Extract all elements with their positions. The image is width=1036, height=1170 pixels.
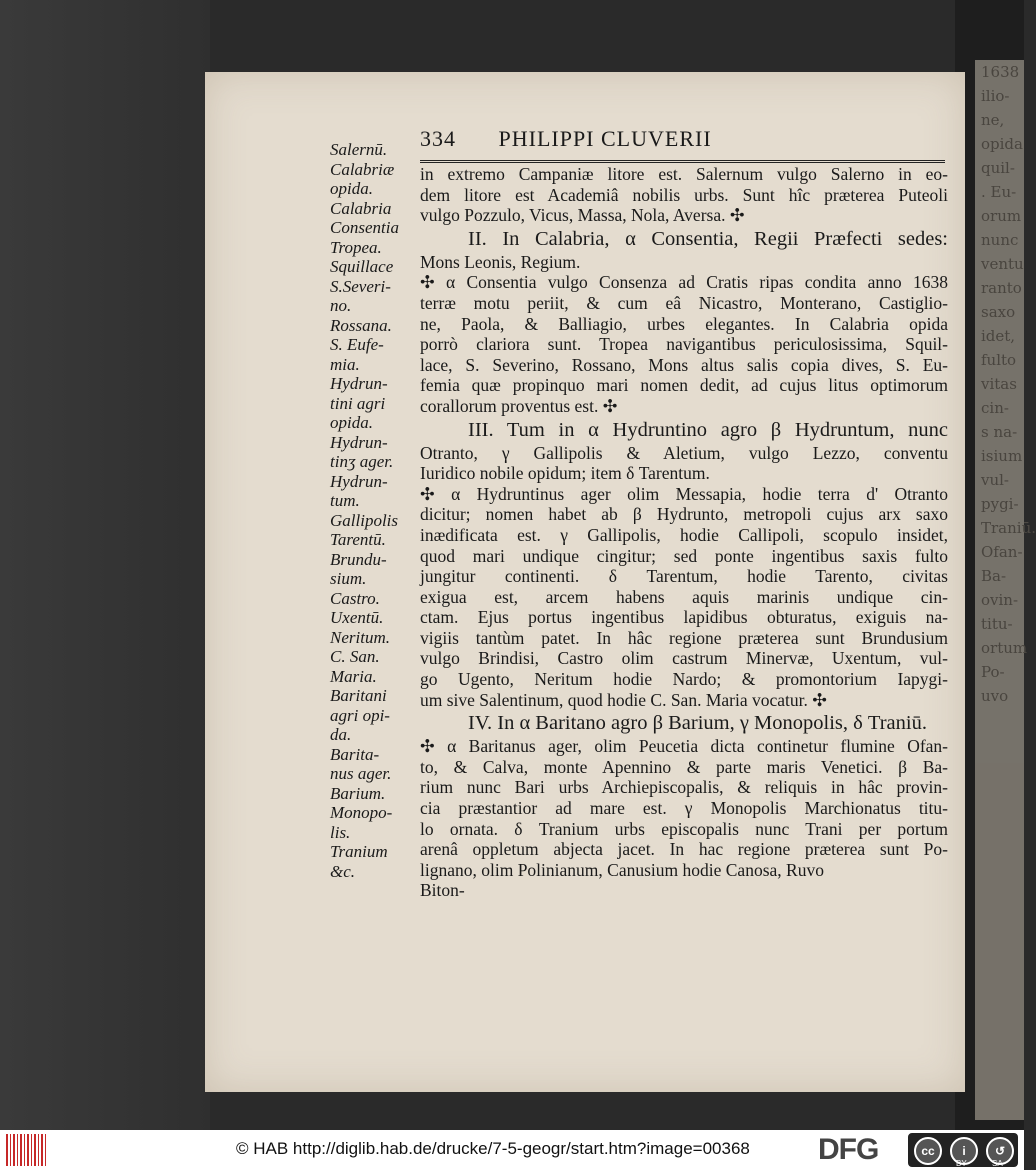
adjacent-page-fragment: pygi- bbox=[981, 495, 1019, 513]
text-line: ne, Paola, & Balliagio, urbes elegantes. In Calabria opida bbox=[420, 313, 948, 334]
margin-note: Gallipolis bbox=[330, 510, 399, 530]
margin-note: da. bbox=[330, 725, 352, 744]
text-line: ✣ α Consentia vulgo Consenza ad Cratis ripas condita anno 1638 bbox=[420, 272, 948, 293]
adjacent-page-fragment: opida bbox=[981, 135, 1023, 153]
page-number: 334 bbox=[420, 126, 456, 151]
credit-line[interactable]: © HAB http://diglib.hab.de/drucke/7-5-geogr/start.htm?image=00368 bbox=[236, 1139, 750, 1158]
margin-note: Hydrun- bbox=[330, 471, 388, 491]
text-line: um sive Salentinum, quod hodie C. San. Maria vocatur. ✣ bbox=[420, 689, 827, 710]
running-header bbox=[420, 126, 712, 152]
margin-note: tinʒ ager. bbox=[330, 452, 394, 471]
margin-note: Baritani bbox=[330, 686, 387, 705]
margin-note: Tranium bbox=[330, 842, 388, 861]
text-line: ctam. Ejus portus ingentibus lapidibus obturatus, exiguis na- bbox=[420, 607, 948, 628]
margin-note: Castro. bbox=[330, 588, 380, 608]
text-line: Otranto, γ Gallipolis & Aletium, vulgo Lezzo, conventu bbox=[420, 442, 948, 463]
text-line: dem litore est Academiâ nobilis urbs. Sunt hîc præterea Puteoli bbox=[420, 184, 948, 205]
text-line: III. Tum in α Hydruntino agro β Hydruntum, nunc bbox=[468, 418, 948, 441]
text-line: cia præstantior ad mare est. γ Monopolis Marchionatus titu- bbox=[420, 798, 948, 819]
text-line: go Ugento, Neritum hodie Nardo; & promontorium Iapygi- bbox=[420, 669, 948, 690]
text-line: terræ motu periit, & cum eâ Nicastro, Monterano, Castiglio- bbox=[420, 292, 948, 313]
text-line: Mons Leonis, Regium. bbox=[420, 251, 581, 272]
adjacent-page-fragment: ovin- bbox=[981, 591, 1019, 609]
margin-note: lis. bbox=[330, 822, 351, 842]
adjacent-page-fragment: idet, bbox=[981, 327, 1016, 345]
margin-note: Brundu- bbox=[330, 549, 387, 569]
text-line: exigua est, arcem habens aquis marinis undique cin- bbox=[420, 586, 948, 607]
margin-note: Salernū. bbox=[330, 140, 388, 159]
margin-note: no. bbox=[330, 296, 352, 315]
margin-note: Monopo- bbox=[330, 803, 393, 822]
text-line: jungitur continenti. δ Tarentum, hodie Tarento, civitas bbox=[420, 566, 948, 587]
margin-note: tum. bbox=[330, 491, 360, 510]
text-line: rium nunc Bari urbs Archiepiscopalis, & reliquis in hâc provin- bbox=[420, 777, 948, 798]
adjacent-page-fragment: . Eu- bbox=[981, 183, 1017, 201]
margin-note: Calabria bbox=[330, 198, 392, 218]
margin-note: tini agri bbox=[330, 393, 386, 413]
margin-note: mia. bbox=[330, 354, 360, 374]
adjacent-page-fragment: ventu bbox=[981, 255, 1024, 273]
by-icon: i bbox=[950, 1137, 978, 1165]
adjacent-page-fragment: Ba- bbox=[981, 567, 1007, 585]
margin-note: nus ager. bbox=[330, 764, 392, 783]
margin-note: Hydrun- bbox=[330, 374, 388, 393]
text-line: inædificata est. γ Gallipolis, hodie Callipoli, scopulo insidet, bbox=[420, 524, 948, 545]
text-line: IV. In α Baritano agro β Barium, γ Monopolis, δ Traniū. bbox=[468, 712, 927, 735]
adjacent-page-fragment: Traniū. bbox=[981, 519, 1036, 537]
text-line: dicitur; nomen habet ab β Hydrunto, metropoli cujus arx saxo bbox=[420, 504, 948, 525]
margin-note: Tarentū. bbox=[330, 530, 386, 549]
running-title: PHILIPPI CLUVERII bbox=[498, 126, 712, 151]
body-text bbox=[420, 164, 948, 901]
text-line: lace, S. Severino, Rossano, Mons altus salis copia dives, S. Eu- bbox=[420, 354, 948, 375]
adjacent-page-fragment: s na- bbox=[981, 423, 1018, 441]
hab-logo-icon bbox=[6, 1134, 46, 1166]
adjacent-page-fragment: ilio- bbox=[981, 87, 1010, 105]
margin-note: Rossana. bbox=[330, 315, 392, 335]
margin-note: Neritum. bbox=[330, 627, 390, 647]
adjacent-page-fragment: quil- bbox=[981, 159, 1015, 177]
margin-note: Maria. bbox=[330, 666, 377, 686]
viewer-footer bbox=[0, 1130, 1024, 1170]
margin-note: Consentia bbox=[330, 218, 399, 237]
cc-icon: cc bbox=[914, 1137, 942, 1165]
sa-icon: ↺ bbox=[986, 1137, 1014, 1165]
margin-note: &c. bbox=[330, 861, 356, 881]
text-line: ✣ α Hydruntinus ager olim Messapia, hodie terra d' Otranto bbox=[420, 483, 948, 504]
adjacent-page-fragment: saxo bbox=[981, 303, 1016, 321]
adjacent-page-fragment: fulto bbox=[981, 351, 1017, 369]
text-line: arenâ oppletum abjecta jacet. In hac regione præterea sunt Po- bbox=[420, 839, 948, 860]
text-line: vulgo Brindisi, Castro olim castrum Minervæ, Uxentum, vul- bbox=[420, 648, 948, 669]
adjacent-page-fragment: ne, bbox=[981, 111, 1005, 129]
text-line: lignano, olim Polinianum, Canusium hodie Canosa, Ruvo bbox=[420, 859, 824, 880]
text-line: corallorum proventus est. ✣ bbox=[420, 395, 618, 416]
margin-note: opida. bbox=[330, 179, 373, 198]
margin-note: Squillace bbox=[330, 257, 394, 276]
margin-note: Tropea. bbox=[330, 237, 382, 257]
adjacent-page-fragment: ranto bbox=[981, 279, 1022, 297]
adjacent-page-fragment: orum bbox=[981, 207, 1022, 225]
margin-note: Barita- bbox=[330, 744, 380, 764]
scan-background-left bbox=[0, 0, 210, 1130]
adjacent-page-fragment: titu- bbox=[981, 615, 1013, 633]
dfg-logo: DFG bbox=[818, 1133, 879, 1166]
by-label: BY bbox=[956, 1159, 967, 1168]
text-line: Iuridico nobile opidum; item δ Tarentum. bbox=[420, 463, 710, 484]
adjacent-page-fragment: Ofan- bbox=[981, 543, 1023, 561]
text-line: ✣ α Baritanus ager, olim Peucetia dicta continetur flumine Ofan- bbox=[420, 736, 948, 757]
adjacent-page-fragment: uvo bbox=[981, 687, 1009, 705]
adjacent-page-fragment: 1638 bbox=[981, 63, 1020, 81]
text-line: vulgo Pozzulo, Vicus, Massa, Nola, Aversa. ✣ bbox=[420, 205, 745, 226]
text-line: Biton- bbox=[420, 880, 465, 901]
margin-note: Uxentū. bbox=[330, 608, 384, 627]
text-line: vigiis tantùm patet. In hâc regione præterea sunt Brundusium bbox=[420, 627, 948, 648]
margin-note: C. San. bbox=[330, 647, 380, 666]
text-line: lo ornata. δ Tranium urbs episcopalis nunc Trani per portum bbox=[420, 818, 948, 839]
adjacent-page-fragment: ortum bbox=[981, 639, 1028, 657]
adjacent-page-fragment: vitas bbox=[981, 375, 1017, 393]
margin-note: agri opi- bbox=[330, 705, 390, 725]
margin-note: Barium. bbox=[330, 783, 386, 803]
header-rule bbox=[420, 160, 945, 163]
sa-label: SA bbox=[992, 1159, 1003, 1168]
adjacent-page-fragment: cin- bbox=[981, 399, 1009, 417]
adjacent-page-fragment: isium bbox=[981, 447, 1023, 465]
text-line: porrò clariora sunt. Tropea navigantibus periculosissima, Squil- bbox=[420, 334, 948, 355]
margin-note: S. Eufe- bbox=[330, 335, 384, 354]
margin-note: sium. bbox=[330, 569, 367, 588]
adjacent-page-fragment: Po- bbox=[981, 663, 1005, 681]
margin-notes bbox=[330, 140, 420, 881]
margin-note: S.Severi- bbox=[330, 276, 391, 296]
adjacent-page-edge bbox=[975, 60, 1036, 1120]
margin-note: Hydrun- bbox=[330, 432, 388, 452]
adjacent-page-fragment: vul- bbox=[981, 471, 1010, 489]
cc-license-badge[interactable] bbox=[908, 1133, 1018, 1167]
text-line: femia quæ propinquo mari nomen dedit, ad cujus litus optimorum bbox=[420, 375, 948, 396]
margin-note: Calabriæ bbox=[330, 159, 395, 179]
margin-note: opida. bbox=[330, 413, 373, 432]
text-line: to, & Calva, monte Apennino & parte maris Venetici. β Ba- bbox=[420, 756, 948, 777]
adjacent-page-fragment: nunc bbox=[981, 231, 1019, 249]
text-line: quod mari undique cingitur; sed ponte ingentibus saxis fulto bbox=[420, 545, 948, 566]
text-line: in extremo Campaniæ litore est. Salernum vulgo Salerno in eo- bbox=[420, 164, 948, 184]
text-line: II. In Calabria, α Consentia, Regii Præfecti sedes: bbox=[468, 227, 948, 250]
